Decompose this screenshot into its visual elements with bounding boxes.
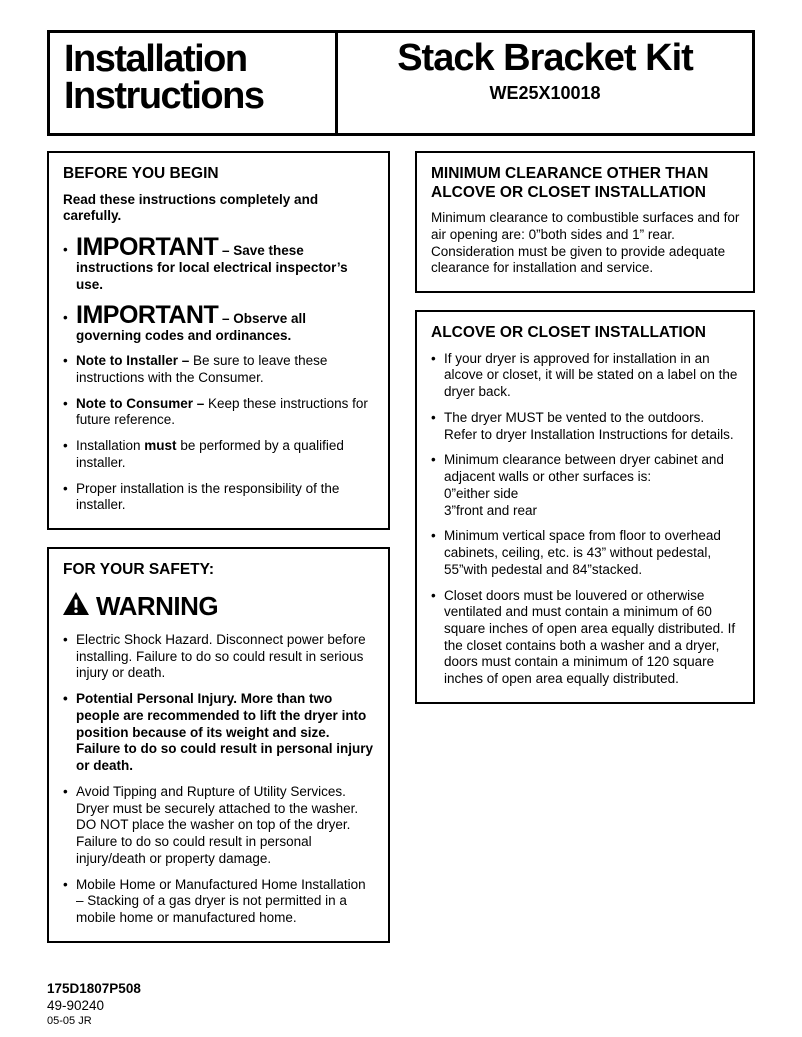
item-text: Closet doors must be louvered or otherwise ventilated and must contain a minimum of 60 square inches of open area equally distributed. If the closet contains both a washer and a dryer, doors must contain a minimum of 120 square inches of open area equally distributed. [444,587,736,687]
alcove-section [415,310,755,704]
model-number: WE25X10018 [489,83,601,103]
list-item [431,410,740,443]
item-lead: Note to Installer – [76,353,194,369]
item-lead: Note to Consumer – [76,395,209,411]
part-number: 175D1807P508 [47,980,141,996]
list-item [63,235,375,293]
list-item [63,784,375,868]
item-text: Be sure to leave these instructions with the Consumer. [76,353,328,385]
section-title: BEFORE YOU BEGIN [63,165,219,182]
before-you-begin-list [63,235,375,514]
alcove-list [431,351,740,688]
list-item [431,528,740,578]
list-item [63,438,375,471]
header-right [338,33,752,133]
list-item [63,481,375,514]
header [47,30,755,136]
list-item [431,452,740,519]
item-text: If your dryer is approved for installation in an alcove or closet, it will be stated on a label on the dryer back. [444,350,738,400]
item-text: Potential Personal Injury. More than two people are recommended to lift the dryer into position because of its weight and size. Failure to do so could result in personal injury or death. [76,691,374,774]
doc-title-line1: Installation [64,38,247,80]
warning-heading [63,590,375,622]
item-text: – Save these instructions for local electrical inspector’s use. [76,243,348,292]
pub-number: 49-90240 [47,997,105,1013]
section-intro: Read these instructions completely and carefully. [63,191,319,224]
doc-title [50,33,338,133]
item-text: Avoid Tipping and Rupture of Utility Services. Dryer must be securely attached to the washer. DO NOT place the washer on top of the dryer. Failure to do so could result in personal injury/death or property damage. [76,783,359,866]
list-item [63,691,375,775]
doc-title-line2: Instructions [64,75,264,118]
item-text: Minimum clearance between dryer cabinet and adjacent walls or other surfaces is: [444,452,724,485]
item-text: – Observe all governing codes and ordinances. [76,310,307,343]
date-code: 05-05 JR [47,1015,92,1028]
item-text: Proper installation is the responsibility of the installer. [76,480,340,513]
section-title: ALCOVE OR CLOSET INSTALLATION [431,324,706,342]
item-pre: Installation [76,438,145,454]
item-subline: 3”front and rear [444,502,538,518]
item-text: Mobile Home or Manufactured Home Installation – Stacking of a gas dryer is not permitted in a mobile home or manufactured home. [76,876,366,925]
section-body: Minimum clearance to combustible surfaces and for air opening are: 0”both sides and 1” rear. Consideration must be given to provide adequate clearance for installation and service. [431,210,740,276]
item-lead: IMPORTANT [76,233,219,262]
section-title: FOR YOUR SAFETY: [63,561,214,579]
right-column [415,151,755,721]
item-lead: must [144,438,177,454]
list-item [63,353,375,386]
section-title: MINIMUM CLEARANCE OTHER THAN ALCOVE OR CLOSET INSTALLATION [431,165,709,201]
item-text: be performed by a qualified installer. [76,438,344,470]
footer [47,981,755,1030]
list-item [63,300,375,345]
list-item [63,632,375,682]
item-subline: 0”either side [444,485,519,501]
list-item [431,588,740,688]
left-column [47,151,390,960]
item-text: Electric Shock Hazard. Disconnect power before installing. Failure to do so could result in serious injury or death. [76,631,366,681]
safety-list [63,632,375,927]
content-columns [47,151,755,960]
before-you-begin-section [47,151,390,530]
product-title: Stack Bracket Kit [397,37,693,79]
safety-section [47,547,390,943]
warning-icon [63,592,89,620]
item-text: The dryer MUST be vented to the outdoors. Refer to dryer Installation Instructions for details. [444,409,734,442]
list-item [63,396,375,429]
item-lead: IMPORTANT [76,300,219,329]
item-text: Keep these instructions for future reference. [76,395,368,428]
list-item [63,877,375,927]
warning-label: WARNING [96,590,219,621]
minimum-clearance-section [415,151,755,293]
item-text: Minimum vertical space from floor to overhead cabinets, ceiling, etc. is 43” without pedestal, 55”with pedestal and 84”stacked. [444,528,721,577]
list-item [431,351,740,401]
